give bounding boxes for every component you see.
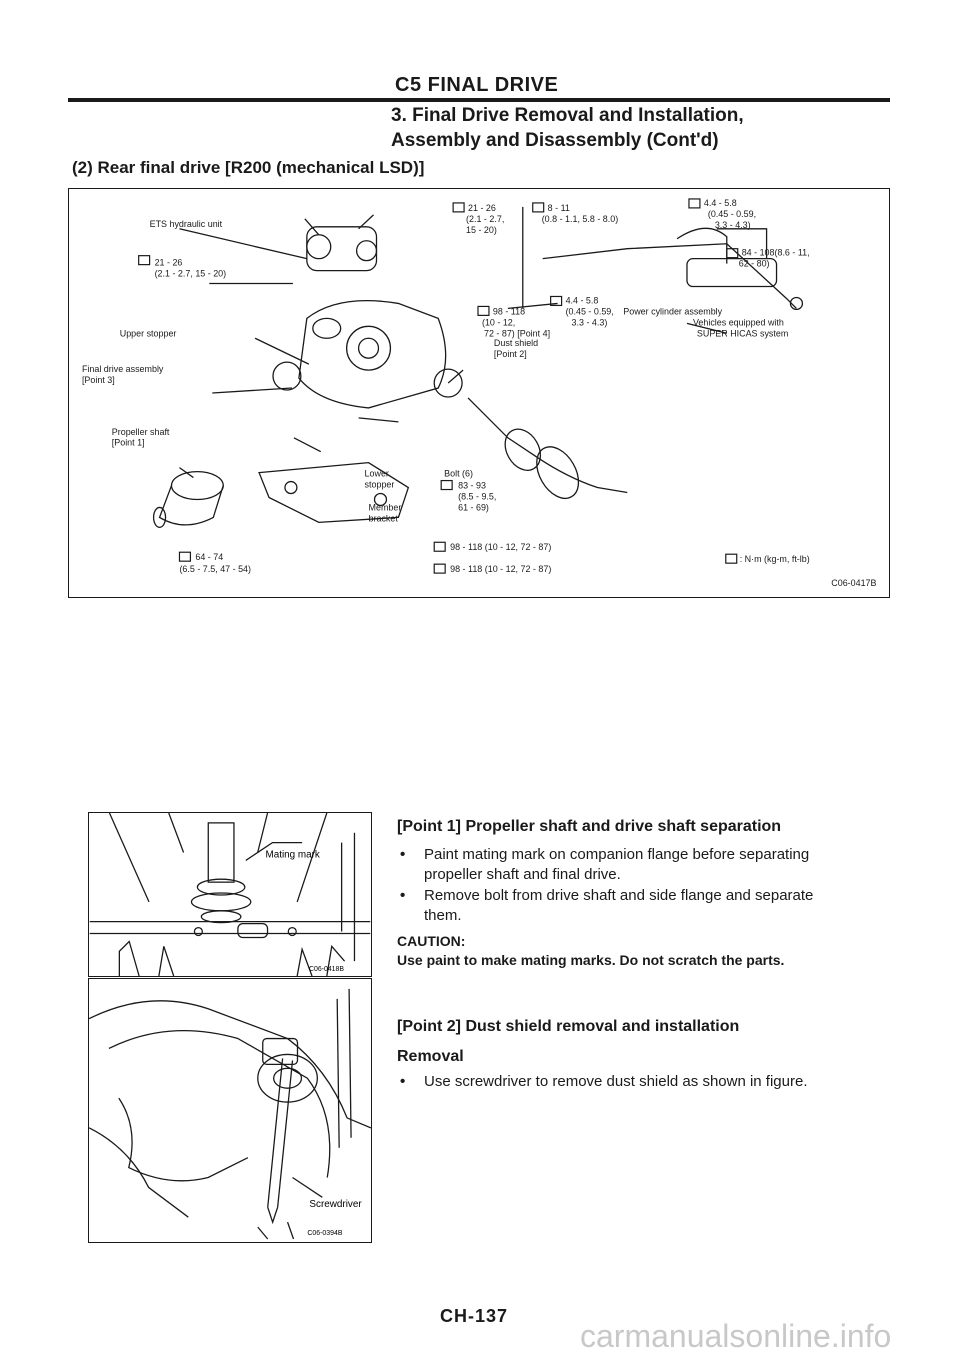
figure-code: C06-0417B — [831, 578, 877, 589]
label-mating-mark: Mating mark — [265, 849, 320, 861]
screwdriver-figure — [88, 978, 372, 1243]
label-torque-3a: 8 - 11 — [547, 202, 570, 213]
label-torque-2c: 15 - 20) — [466, 224, 497, 235]
subtitle-line-2: Assembly and Disassembly (Cont'd) — [391, 130, 719, 151]
label-torque-10: 98 - 118 (10 - 12, 72 - 87) — [450, 564, 552, 575]
label-member-1: Member — [368, 502, 402, 513]
label-torque-9: 98 - 118 (10 - 12, 72 - 87) — [450, 542, 552, 553]
label-torque-7c: 72 - 87) [Point 4] — [483, 328, 551, 339]
caution-heading: CAUTION: — [397, 933, 466, 949]
section-title: C5 FINAL DRIVE — [395, 74, 559, 96]
label-bolt: Bolt (6) — [444, 468, 473, 479]
label-torque-8a: 83 - 93 — [458, 480, 486, 491]
page-number: CH-137 — [440, 1306, 509, 1326]
label-torque-1b: (2.1 - 2.7, 15 - 20) — [154, 268, 227, 279]
label-torque-units: : N·m (kg-m, ft-lb) — [739, 554, 810, 565]
subsection-title: (2) Rear final drive [R200 (mechanical LSD)] — [72, 158, 425, 177]
label-torque-2a: 21 - 26 — [468, 202, 496, 213]
label-dust-shield: Dust shield — [493, 338, 539, 349]
label-final-drive-point: [Point 3] — [81, 375, 115, 386]
label-torque-8c: 61 - 69) — [458, 502, 489, 513]
point2-heading: [Point 2] Dust shield removal and installation — [397, 1018, 740, 1035]
subtitle-line-1: 3. Final Drive Removal and Installation, — [391, 105, 744, 126]
label-ets-unit: ETS hydraulic unit — [149, 218, 223, 229]
label-screwdriver: Screwdriver — [309, 1199, 362, 1211]
final-drive-exploded-diagram — [69, 189, 889, 597]
label-torque-4c: 3.3 - 4.3) — [714, 219, 751, 230]
bullet-dot: • — [400, 846, 406, 863]
label-propeller-point: [Point 1] — [111, 437, 145, 448]
label-torque-3b: (0.8 - 1.1, 5.8 - 8.0) — [541, 213, 619, 224]
point2-bullet-1-text: Use screwdriver to remove dust shield as shown in figure. — [424, 1073, 808, 1090]
caution-text: Use paint to make mating marks. Do not scratch the parts. — [397, 952, 785, 968]
label-dust-shield-point: [Point 2] — [493, 349, 527, 360]
label-lower-stopper-1: Lower — [364, 468, 389, 479]
mating-mark-figure — [88, 812, 372, 977]
label-torque-6a: 4.4 - 5.8 — [565, 295, 599, 306]
watermark: carmanualsonline.info — [580, 1318, 892, 1354]
label-member-2: bracket — [368, 513, 398, 524]
bullet-dot: • — [400, 887, 406, 904]
point2-bullet-1 — [400, 1072, 895, 1094]
point1-bullet-1 — [400, 845, 895, 885]
point1-bullet-2-line-2: them. — [424, 907, 462, 924]
label-propeller-shaft: Propeller shaft — [111, 426, 170, 437]
label-torque-2b: (2.1 - 2.7, — [466, 213, 505, 224]
label-torque-6c: 3.3 - 4.3) — [571, 317, 608, 328]
label-final-drive: Final drive assembly — [81, 364, 164, 375]
label-upper-stopper: Upper stopper — [119, 328, 177, 339]
label-torque-5a: 84 - 108(8.6 - 11, — [741, 247, 810, 258]
label-lower-stopper-2: stopper — [364, 479, 395, 490]
label-torque-11b: (6.5 - 7.5, 47 - 54) — [179, 564, 252, 575]
fig2-code: C06-0418B — [309, 966, 344, 974]
main-figure — [68, 188, 890, 598]
label-power-cylinder: Power cylinder assembly — [623, 306, 723, 317]
label-vehicles-equipped: Vehicles equipped with — [692, 317, 784, 328]
label-torque-7b: (10 - 12, — [481, 317, 516, 328]
point1-heading: [Point 1] Propeller shaft and drive shaft separation — [397, 818, 782, 835]
removal-heading: Removal — [397, 1048, 464, 1065]
label-torque-8b: (8.5 - 9.5, — [458, 491, 497, 502]
label-torque-1a: 21 - 26 — [154, 257, 183, 268]
label-torque-11a: 64 - 74 — [195, 552, 224, 563]
label-torque-5b: 62 - 80) — [738, 258, 770, 269]
bullet-dot: • — [400, 1073, 406, 1090]
fig3-code: C06-0394B — [307, 1230, 343, 1238]
point1-bullet-1-line-2: propeller shaft and final drive. — [424, 866, 621, 883]
label-torque-4a: 4.4 - 5.8 — [703, 197, 737, 208]
label-super-hicas: SUPER HICAS system — [696, 328, 789, 339]
label-torque-4b: (0.45 - 0.59, — [707, 208, 757, 219]
point1-bullet-2-line-1: Remove bolt from drive shaft and side flange and separate — [424, 887, 814, 904]
final-drive-housing — [299, 301, 446, 408]
title-rule — [68, 98, 890, 102]
point1-bullet-1-line-1: Paint mating mark on companion flange before separating — [424, 846, 810, 863]
point1-bullet-2 — [400, 886, 895, 926]
label-torque-6b: (0.45 - 0.59, — [565, 306, 614, 317]
label-torque-7a: 98 - 118 — [492, 306, 526, 317]
